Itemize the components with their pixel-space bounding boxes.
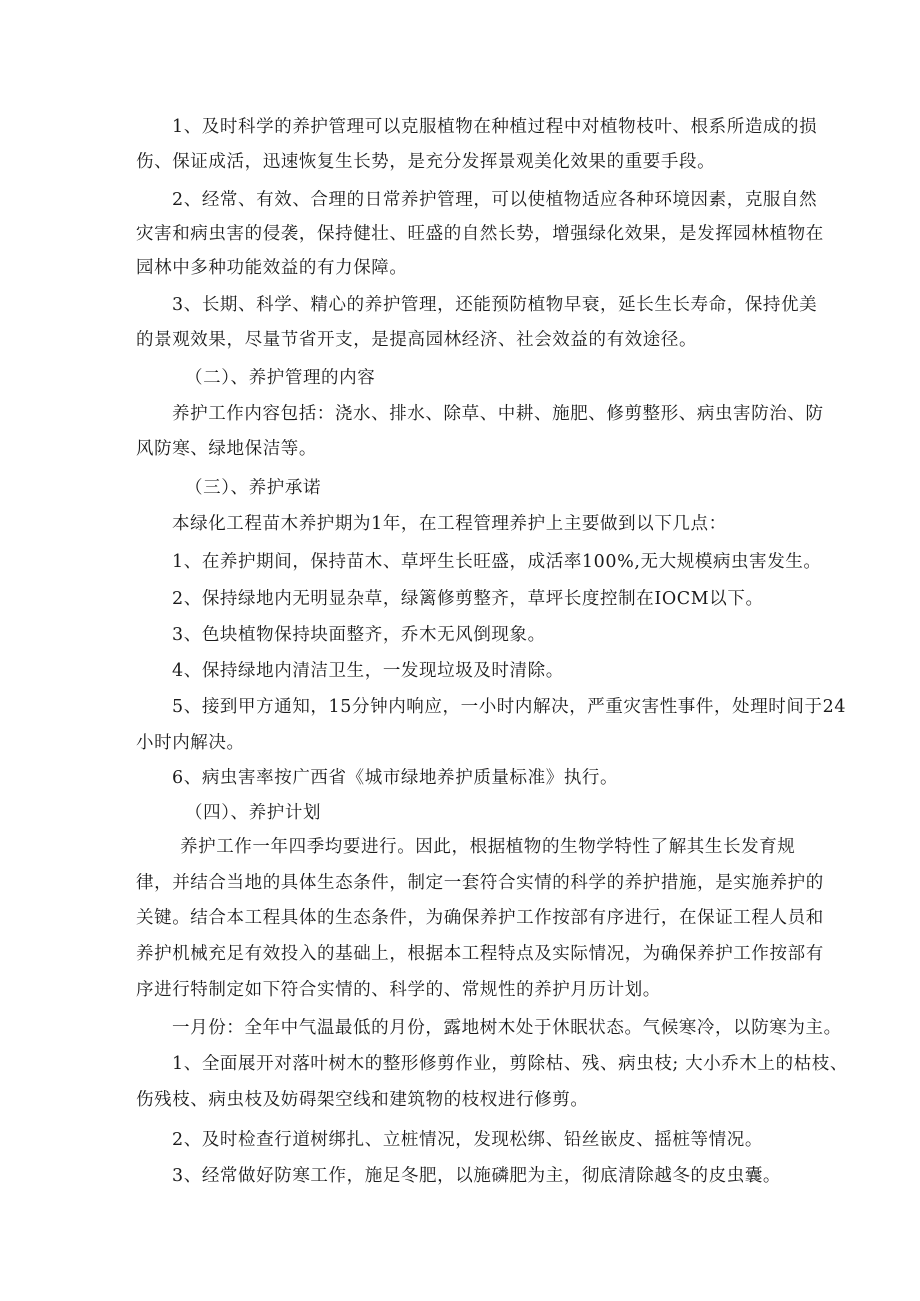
paragraph-line: 1、及时科学的养护管理可以克服植物在种植过程中对植物枝叶、根系所造成的损 (172, 117, 818, 137)
paragraph-line: 养护机械充足有效投入的基础上，根据本工程特点及实际情况，为确保养护工作按部有 (136, 944, 824, 964)
paragraph-line: 2、及时检查行道树绑扎、立桩情况，发现松绑、铅丝嵌皮、摇桩等情况。 (172, 1130, 763, 1150)
paragraph-line: 2、保持绿地内无明显杂草，绿篱修剪整齐，草坪长度控制在IOCM以下。 (172, 589, 764, 609)
paragraph-line: 关键。结合本工程具体的生态条件，为确保养护工作按部有序进行，在保证工程人员和 (136, 908, 824, 928)
paragraph-line: 风防寒、绿地保洁等。 (136, 439, 317, 459)
paragraph-line: 灾害和病虫害的侵袭，保持健壮、旺盛的自然长势，增强绿化效果，是发挥园林植物在 (136, 224, 824, 244)
paragraph-line: 本绿化工程苗木养护期为1年，在工程管理养护上主要做到以下几点： (172, 514, 727, 534)
section-heading: （三）、养护承诺 (185, 478, 322, 498)
paragraph-line: 1、全面展开对落叶树木的整形修剪作业，剪除枯、残、病虫枝; 大小乔木上的枯枝、 (172, 1054, 848, 1074)
paragraph-line: 4、保持绿地内清洁卫生，一发现垃圾及时清除。 (172, 661, 564, 681)
paragraph-line: 5、接到甲方通知，15分钟内响应，一小时内解决，严重灾害性事件，处理时间于24 (172, 697, 847, 717)
paragraph-line: 律，并结合当地的具体生态条件，制定一套符合实情的科学的养护措施，是实施养护的 (136, 873, 824, 893)
paragraph-line: 3、色块植物保持块面整齐，乔木无风倒现象。 (172, 625, 546, 645)
paragraph-line: 6、病虫害率按广西省《城市绿地养护质量标准》执行。 (172, 768, 619, 788)
paragraph-line: 3、长期、科学、精心的养护管理，还能预防植物早衰，延长生长寿命，保持优美 (172, 295, 818, 315)
paragraph-line: 伤、保证成活，迅速恢复生长势，是充分发挥景观美化效果的重要手段。 (136, 152, 716, 172)
paragraph-line: 1、在养护期间，保持苗木、草坪生长旺盛，成活率100%,无大规模病虫害发生。 (172, 552, 822, 572)
paragraph-line: 3、经常做好防寒工作，施足冬肥，以施磷肥为主，彻底清除越冬的皮虫囊。 (172, 1166, 782, 1186)
paragraph-line: 2、经常、有效、合理的日常养护管理，可以使植物适应各种环境因素，克服自然 (172, 190, 818, 210)
paragraph-line: 序进行特制定如下符合实情的、科学的、常规性的养护月历计划。 (136, 980, 661, 1000)
paragraph-line: 伤残枝、病虫枝及妨碍架空线和建筑物的枝杈进行修剪。 (136, 1090, 589, 1110)
paragraph-line: 的景观效果，尽量节省开支，是提高园林经济、社会效益的有效途径。 (136, 330, 698, 350)
paragraph-line: 小时内解决。 (136, 733, 245, 753)
section-heading: （二）、养护管理的内容 (185, 368, 376, 388)
section-heading: （四）、养护计划 (185, 803, 322, 823)
paragraph-line: 一月份：全年中气温最低的月份，露地树木处于休眠状态。气候寒冷，以防寒为主。 (172, 1018, 842, 1038)
paragraph-line: 养护工作内容包括：浇水、排水、除草、中耕、施肥、修剪整形、病虫害防治、防 (172, 404, 824, 424)
paragraph-line: 园林中多种功能效益的有力保障。 (136, 258, 408, 278)
paragraph-line: 养护工作一年四季均要进行。因此，根据植物的生物学特性了解其生长发育规 (180, 837, 796, 857)
